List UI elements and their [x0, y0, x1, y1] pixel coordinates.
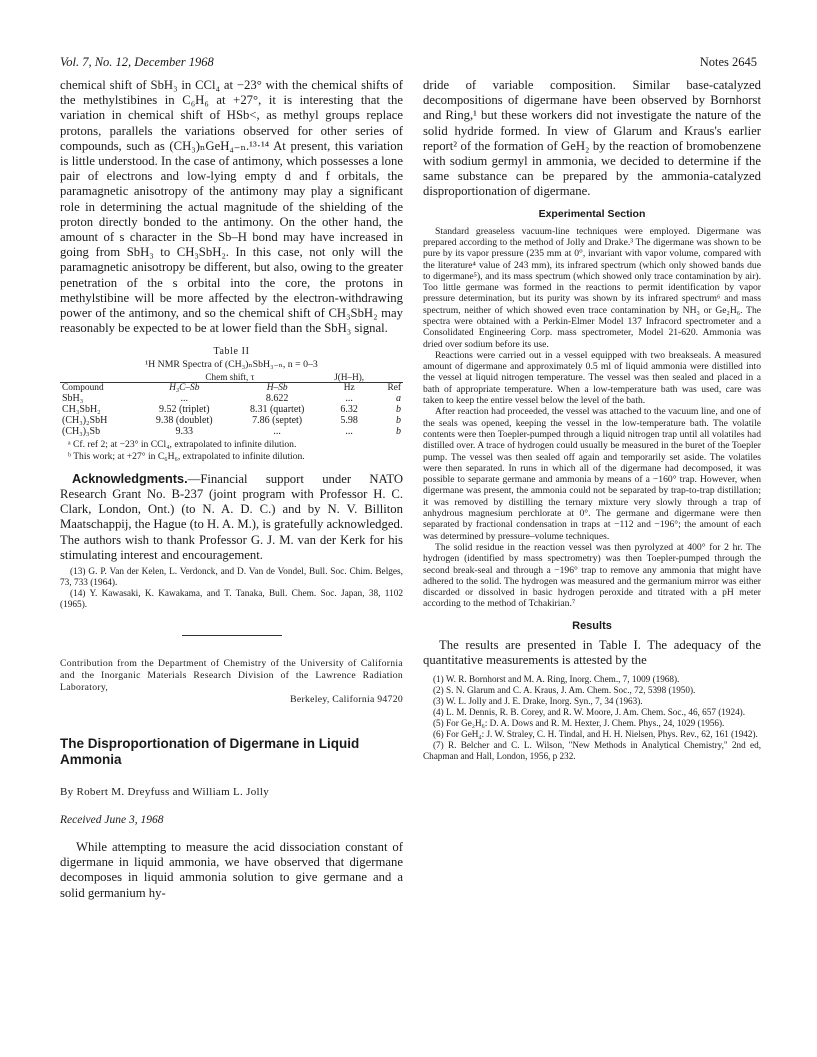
- right-column: [423, 78, 761, 762]
- reference-6: (6) For GeH₄: J. W. Straley, C. H. Tindal, and H. H. Nielsen, Phys. Rev., 62, 161 (1942).: [433, 729, 758, 740]
- col-header-hz: Hz: [323, 383, 376, 394]
- reference-14: (14) Y. Kawasaki, K. Kawakama, and T. Tanaka, Bull. Chem. Soc. Japan, 38, 1102 (1965).: [60, 589, 403, 611]
- reference-5: (5) For Ge₂H₆: D. A. Dows and R. M. Hexter, J. Chem. Phys., 24, 1029 (1956).: [433, 718, 725, 729]
- cell-ref: b: [396, 404, 401, 416]
- table-group-header: [60, 372, 403, 383]
- journal-volume-issue: Vol. 7, No. 12, December 1968: [60, 55, 214, 69]
- right-references: [423, 674, 761, 762]
- left-column: [60, 78, 403, 914]
- ack-heading: Acknowledgments.: [72, 471, 188, 486]
- cell-compound: SbH₃: [62, 393, 84, 405]
- article-title: The Disproportionation of Digermane in Liquid Ammonia: [60, 736, 360, 768]
- cell-j: 6.32: [340, 404, 358, 416]
- experimental-paragraph: Standard greaseless vacuum-line techniques were employed. Digermane was prepared according to the method of Jolly and Drake.³ The digermane was shown to be pure by its vapor pressure (235 mm at 0°, invariant with vapor volume, compared with the literature⁴ value of 243 mm), its infrared spectrum (which only showed bands due to digermane⁵), and its mass spectrum (which showed only trace contamination by air). Too little germane was formed in the reactions to permit identification by vapor pressure determination, but its purity was shown by its infrared spectrum⁶ and mass spectrum, neither of which showed even trace contamination by NH₃ or Ge₂H₆. The spectra were obtained with a Perkin-Elmer Model 137 Infracord spectrometer and a Consolidated Engineering Corp. mass spectrometer, Model 21-620. Ammonia was dried over sodium before its use.: [423, 225, 761, 350]
- running-header: [60, 55, 757, 73]
- reference-7: (7) R. Belcher and C. L. Wilson, "New Methods in Analytical Chemistry," 2nd ed, Chapman and Hall, London, 1956, p 232.: [423, 740, 761, 762]
- contribution-place: Berkeley, California 94720: [290, 694, 403, 706]
- table-title: ¹H NMR Spectra of (CH₃)ₙSbH₃₋ₙ, n = 0–3: [145, 359, 318, 371]
- cell-compound: (CH₃)₃Sb: [62, 426, 101, 438]
- table-caption: Table II: [213, 346, 250, 358]
- table-row: [60, 426, 403, 437]
- cell-h: 8.622: [265, 393, 289, 405]
- experimental-paragraph: Reactions were carried out in a vessel equipped with two breakseals. A measured amount of digermane and approximately 0.5 ml of liquid ammonia were distilled into the vessel at liquid nitrogen temperature. The vessel was then sealed and placed in a bath of appropriate temperature. When a low-temperature bath was used, care was taken to keep the entire vessel below the level of the bath.: [423, 349, 761, 407]
- cell-ref: a: [396, 393, 401, 405]
- reference-1: (1) W. R. Bornhorst and M. A. Ring, Inorg. Chem., 7, 1009 (1968).: [433, 674, 680, 685]
- table-row: [60, 404, 403, 415]
- table-column-headers: [60, 383, 403, 394]
- table-row: [60, 393, 403, 404]
- nmr-table: [60, 372, 403, 437]
- reference-13: (13) G. P. Van der Kelen, L. Verdonck, and D. Van de Vondel, Bull. Soc. Chim. Belges, 73, 733 (1964).: [60, 567, 403, 589]
- table-footnote-b: ᵇ This work; at +27° in C₆H₆, extrapolated to infinite dilution.: [68, 450, 305, 462]
- article-opening-paragraph: While attempting to measure the acid dissociation constant of digermane in liquid ammonia, we have observed that digermane decomposes in liquid ammonia solution to give germane and a solid germanium hy-: [60, 840, 403, 900]
- section-divider: [182, 635, 282, 636]
- body-paragraph-nmr-discussion: chemical shift of SbH₃ in CCl₄ at −23° with the chemical shifts of the methylstibines in C₆H₆ at +27°, it is interesting that the variation in chemical shift of HSb<, as methyl groups replace protons, parallels the variations observed for other series of compounds, such as (CH₃)ₙGeH₄₋ₙ.¹³·¹⁴ At present, this variation is little understood. In the case of antimony, which possesses a lone pair of electrons and low-lying empty d and f orbitals, the paramagnetic anisotropy of the antimony may play a significant role in determining the actual magnitude of the shielding of the proton directly bonded to the antimony. On the other hand, the amount of s character in the Sb–H bond may have increased in going from SbH₃ to CH₃SbH₂. In this case, not only will the paramagnetic anisotropy be different, but also, owing to the greater penetration of the s orbital into the core, the protons in methylstibine will be more affected by the electron-withdrawing power of the antimony, and so the chemical shift of CH₃SbH₂ may reasonably be expected to be at lower field than the SbH₃ signal.: [60, 78, 403, 336]
- cell-h: 7.86 (septet): [252, 415, 303, 427]
- experimental-section-heading: Experimental Section: [538, 207, 646, 220]
- results-paragraph: The results are presented in Table I. The adequacy of the quantitative measurements is attested by the: [423, 637, 761, 667]
- cell-h3c: 9.38 (doublet): [155, 415, 213, 427]
- cell-ref: b: [396, 415, 401, 427]
- cell-ref: b: [396, 426, 401, 438]
- cell-h: ...: [273, 426, 281, 438]
- cell-h3c: 9.33: [175, 426, 193, 438]
- reference-3: (3) W. L. Jolly and J. E. Drake, Inorg. Syn., 7, 34 (1963).: [433, 696, 643, 707]
- col-header-compound: Compound: [60, 383, 137, 394]
- body-paragraph-introduction: dride of variable composition. Similar base-catalyzed decompositions of digermane have been observed by Bornhorst and Ring,¹ but these workers did not investigate the nature of the solid hydride formed. In view of Glarum and Kraus's earlier report² of the formation of GeH₂ by the reaction of bromobenzene with sodium germyl in ammonia, we decided to determine if the same substance can be prepared by the ammonia-catalyzed disproportionation of digermane.: [423, 78, 761, 199]
- cell-j: ...: [345, 393, 353, 405]
- cell-h3c: ...: [180, 393, 188, 405]
- left-references: [60, 567, 403, 611]
- results-section-heading: Results: [572, 619, 612, 632]
- cell-compound: (CH₃)₂SbH: [62, 415, 108, 427]
- received-date: Received June 3, 1968: [60, 814, 164, 827]
- section-page-number: Notes 2645: [699, 55, 757, 69]
- article-authors: By Robert M. Dreyfuss and William L. Jolly: [60, 786, 270, 799]
- ack-text: —Financial support under NATO Research Grant No. B-237 (joint program with Professor H. C. Clark, London, Ont.) (to N. A. D. C.) and by N. V. Billiton Maatschappij, the Hague (to H. A. M.), is gratefully acknowledged. The authors wish to thank Professor G. J. M. van der Kerk for his stimulating interest and encouragement.: [60, 471, 403, 562]
- col-header-h-sb: H–Sb: [232, 383, 323, 394]
- cell-h: 8.31 (quartet): [249, 404, 305, 416]
- table-row: [60, 415, 403, 426]
- experimental-paragraph: After reaction had proceeded, the vessel was attached to the vacuum line, and one of the seals was opened, keeping the vessel in the low-temperature bath. The volatile contents were then Toepler-pumped through a liquid nitrogen trap until all volatiles had distilled over. A trace of hydrogen could usually be measured in the buret of the Toepler pump. The vessel was then sealed off again and temporarily set aside. The volatiles were then separated. In runs in which all of the digermane had decomposed, it was possible to separate germane and ammonia by means of a −160° trap. However, when digermane was present, the ammonia could not be separated by trap-to-trap distillation; it was removed by distilling the ternary mixture very slowly through a trap of anhydrous magnesium perchlorate at 0°. The germane and digermane were then separated by fractional condensation in traps at −112 and −196°; the amount of each was determined by pressure–volume techniques.: [423, 406, 761, 542]
- col-header-ref: Ref: [376, 383, 403, 394]
- cell-compound: CH₃SbH₂: [62, 404, 101, 416]
- experimental-paragraph: The solid residue in the reaction vessel was then pyrolyzed at 400° for 2 hr. The hydrogen (identified by mass spectrometry) was then Toepler-pumped through the second break-seal and through a −196° trap to remove any ammonia that might have adhered to the solid. The hydrogen was measured and the germanium mirror was either discarded or dissolved in basic hydrogen peroxide and titrated with a pH meter according to the method of Tchakirian.⁷: [423, 541, 761, 610]
- contribution-text: Contribution from the Department of Chemistry of the University of California and the Inorganic Materials Research Division of the Lawrence Radiation Laboratory,: [60, 658, 403, 694]
- reference-4: (4) L. M. Dennis, R. B. Corey, and R. W. Moore, J. Am. Chem. Soc., 46, 657 (1924).: [433, 707, 746, 718]
- j-group-header: J(H–H),: [334, 372, 365, 383]
- table-footnote-a: ᵃ Cf. ref 2; at −23° in CCl₄, extrapolated to infinite dilution.: [68, 439, 297, 451]
- acknowledgments: [60, 472, 403, 563]
- reference-2: (2) S. N. Glarum and C. A. Kraus, J. Am. Chem. Soc., 72, 5398 (1950).: [433, 685, 696, 696]
- cell-h3c: 9.52 (triplet): [158, 404, 210, 416]
- cell-j: 5.98: [340, 415, 358, 427]
- contribution-affiliation: [60, 658, 403, 706]
- table-footnotes: [60, 439, 403, 461]
- col-header-h3c-sb: H₃C–Sb: [137, 383, 232, 394]
- chem-shift-group-header: Chem shift, τ: [205, 372, 255, 383]
- cell-j: ...: [345, 426, 353, 438]
